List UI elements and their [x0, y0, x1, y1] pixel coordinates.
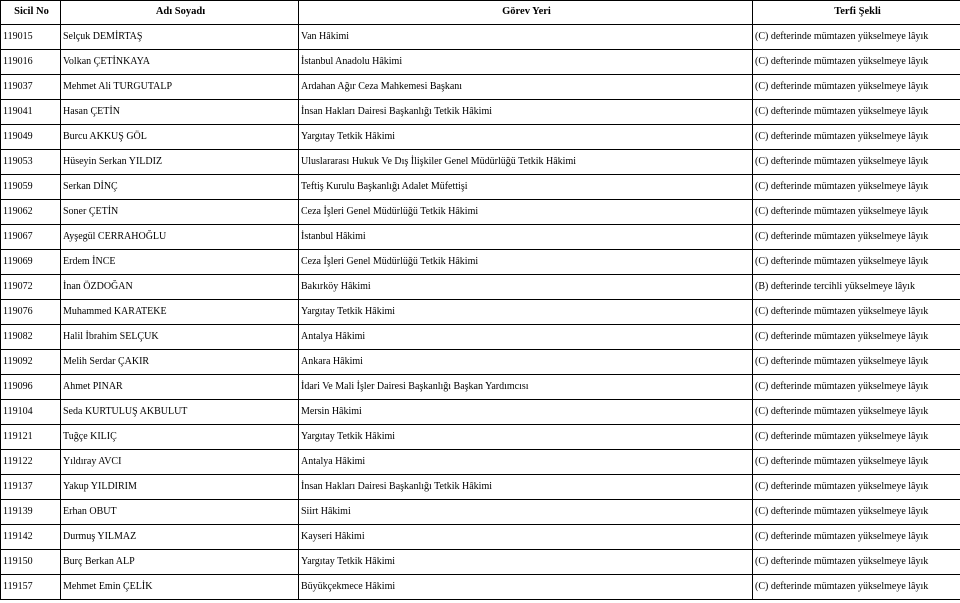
- cell-sicil-no: 119137: [1, 475, 61, 500]
- cell-adi-soyadi: Erdem İNCE: [61, 250, 299, 275]
- cell-terfi-sekli: (C) defterinde mümtazen yükselmeye lâyık: [753, 500, 960, 525]
- cell-sicil-no: 119121: [1, 425, 61, 450]
- table-row: [1, 200, 960, 225]
- cell-terfi-sekli: (C) defterinde mümtazen yükselmeye lâyık: [753, 225, 960, 250]
- cell-terfi-sekli: (C) defterinde mümtazen yükselmeye lâyık: [753, 450, 960, 475]
- cell-terfi-sekli: (C) defterinde mümtazen yükselmeye lâyık: [753, 200, 960, 225]
- cell-terfi-sekli: (C) defterinde mümtazen yükselmeye lâyık: [753, 50, 960, 75]
- cell-gorev-yeri: Ceza İşleri Genel Müdürlüğü Tetkik Hâkimi: [299, 200, 753, 225]
- cell-gorev-yeri: İnsan Hakları Dairesi Başkanlığı Tetkik Hâkimi: [299, 475, 753, 500]
- cell-terfi-sekli: (C) defterinde mümtazen yükselmeye lâyık: [753, 400, 960, 425]
- cell-adi-soyadi: Durmuş YILMAZ: [61, 525, 299, 550]
- cell-terfi-sekli: (C) defterinde mümtazen yükselmeye lâyık: [753, 550, 960, 575]
- cell-sicil-no: 119016: [1, 50, 61, 75]
- cell-terfi-sekli: (B) defterinde tercihli yükselmeye lâyık: [753, 275, 960, 300]
- cell-adi-soyadi: Yakup YILDIRIM: [61, 475, 299, 500]
- cell-gorev-yeri: Ankara Hâkimi: [299, 350, 753, 375]
- table-body: [1, 25, 960, 600]
- cell-terfi-sekli: (C) defterinde mümtazen yükselmeye lâyık: [753, 25, 960, 50]
- cell-terfi-sekli: (C) defterinde mümtazen yükselmeye lâyık: [753, 125, 960, 150]
- cell-sicil-no: 119072: [1, 275, 61, 300]
- cell-sicil-no: 119142: [1, 525, 61, 550]
- cell-sicil-no: 119096: [1, 375, 61, 400]
- cell-gorev-yeri: Yargıtay Tetkik Hâkimi: [299, 550, 753, 575]
- cell-gorev-yeri: İstanbul Hâkimi: [299, 225, 753, 250]
- cell-adi-soyadi: Ayşegül CERRAHOĞLU: [61, 225, 299, 250]
- cell-gorev-yeri: Yargıtay Tetkik Hâkimi: [299, 425, 753, 450]
- cell-gorev-yeri: Ardahan Ağır Ceza Mahkemesi Başkanı: [299, 75, 753, 100]
- cell-sicil-no: 119104: [1, 400, 61, 425]
- cell-gorev-yeri: Teftiş Kurulu Başkanlığı Adalet Müfettişi: [299, 175, 753, 200]
- cell-gorev-yeri: Yargıtay Tetkik Hâkimi: [299, 300, 753, 325]
- table-row: [1, 525, 960, 550]
- cell-sicil-no: 119076: [1, 300, 61, 325]
- cell-adi-soyadi: Yıldıray AVCI: [61, 450, 299, 475]
- table-row: [1, 300, 960, 325]
- cell-terfi-sekli: (C) defterinde mümtazen yükselmeye lâyık: [753, 300, 960, 325]
- cell-adi-soyadi: Soner ÇETİN: [61, 200, 299, 225]
- cell-terfi-sekli: (C) defterinde mümtazen yükselmeye lâyık: [753, 475, 960, 500]
- cell-sicil-no: 119082: [1, 325, 61, 350]
- cell-terfi-sekli: (C) defterinde mümtazen yükselmeye lâyık: [753, 525, 960, 550]
- cell-sicil-no: 119049: [1, 125, 61, 150]
- table-row: [1, 25, 960, 50]
- cell-gorev-yeri: Büyükçekmece Hâkimi: [299, 575, 753, 600]
- cell-gorev-yeri: Ceza İşleri Genel Müdürlüğü Tetkik Hâkimi: [299, 250, 753, 275]
- cell-gorev-yeri: İstanbul Anadolu Hâkimi: [299, 50, 753, 75]
- cell-adi-soyadi: Erhan OBUT: [61, 500, 299, 525]
- cell-gorev-yeri: Antalya Hâkimi: [299, 450, 753, 475]
- cell-adi-soyadi: Ahmet PINAR: [61, 375, 299, 400]
- cell-terfi-sekli: (C) defterinde mümtazen yükselmeye lâyık: [753, 575, 960, 600]
- cell-terfi-sekli: (C) defterinde mümtazen yükselmeye lâyık: [753, 100, 960, 125]
- cell-sicil-no: 119150: [1, 550, 61, 575]
- table-row: [1, 350, 960, 375]
- header-sicil-no: Sicil No: [1, 1, 61, 25]
- cell-adi-soyadi: Hasan ÇETİN: [61, 100, 299, 125]
- cell-terfi-sekli: (C) defterinde mümtazen yükselmeye lâyık: [753, 350, 960, 375]
- cell-adi-soyadi: Serkan DİNÇ: [61, 175, 299, 200]
- table-row: [1, 400, 960, 425]
- cell-gorev-yeri: Mersin Hâkimi: [299, 400, 753, 425]
- cell-sicil-no: 119062: [1, 200, 61, 225]
- table-row: [1, 75, 960, 100]
- cell-terfi-sekli: (C) defterinde mümtazen yükselmeye lâyık: [753, 175, 960, 200]
- cell-adi-soyadi: İnan ÖZDOĞAN: [61, 275, 299, 300]
- cell-gorev-yeri: Uluslararası Hukuk Ve Dış İlişkiler Genel Müdürlüğü Tetkik Hâkimi: [299, 150, 753, 175]
- cell-sicil-no: 119059: [1, 175, 61, 200]
- cell-adi-soyadi: Seda KURTULUŞ AKBULUT: [61, 400, 299, 425]
- cell-sicil-no: 119122: [1, 450, 61, 475]
- cell-gorev-yeri: Antalya Hâkimi: [299, 325, 753, 350]
- table-row: [1, 475, 960, 500]
- cell-sicil-no: 119157: [1, 575, 61, 600]
- cell-gorev-yeri: İdari Ve Mali İşler Dairesi Başkanlığı Başkan Yardımcısı: [299, 375, 753, 400]
- cell-sicil-no: 119037: [1, 75, 61, 100]
- cell-sicil-no: 119041: [1, 100, 61, 125]
- table-row: [1, 125, 960, 150]
- cell-terfi-sekli: (C) defterinde mümtazen yükselmeye lâyık: [753, 250, 960, 275]
- cell-sicil-no: 119069: [1, 250, 61, 275]
- header-gorev-yeri: Görev Yeri: [299, 1, 753, 25]
- cell-adi-soyadi: Mehmet Emin ÇELİK: [61, 575, 299, 600]
- cell-adi-soyadi: Melih Serdar ÇAKIR: [61, 350, 299, 375]
- cell-adi-soyadi: Halil İbrahim SELÇUK: [61, 325, 299, 350]
- cell-adi-soyadi: Hüseyin Serkan YILDIZ: [61, 150, 299, 175]
- cell-sicil-no: 119139: [1, 500, 61, 525]
- table-row: [1, 175, 960, 200]
- table-row: [1, 575, 960, 600]
- table-row: [1, 250, 960, 275]
- cell-adi-soyadi: Selçuk DEMİRTAŞ: [61, 25, 299, 50]
- cell-terfi-sekli: (C) defterinde mümtazen yükselmeye lâyık: [753, 425, 960, 450]
- cell-adi-soyadi: Burç Berkan ALP: [61, 550, 299, 575]
- table-row: [1, 500, 960, 525]
- table-row: [1, 225, 960, 250]
- table-row: [1, 100, 960, 125]
- cell-terfi-sekli: (C) defterinde mümtazen yükselmeye lâyık: [753, 375, 960, 400]
- table-row: [1, 450, 960, 475]
- cell-gorev-yeri: İnsan Hakları Dairesi Başkanlığı Tetkik Hâkimi: [299, 100, 753, 125]
- cell-adi-soyadi: Tuğçe KILIÇ: [61, 425, 299, 450]
- cell-sicil-no: 119067: [1, 225, 61, 250]
- cell-sicil-no: 119053: [1, 150, 61, 175]
- table-row: [1, 425, 960, 450]
- cell-terfi-sekli: (C) defterinde mümtazen yükselmeye lâyık: [753, 325, 960, 350]
- table-row: [1, 275, 960, 300]
- cell-adi-soyadi: Burcu AKKUŞ GÖL: [61, 125, 299, 150]
- table-header-row: [1, 1, 960, 25]
- table-row: [1, 50, 960, 75]
- cell-adi-soyadi: Muhammed KARATEKE: [61, 300, 299, 325]
- table-row: [1, 375, 960, 400]
- table-row: [1, 150, 960, 175]
- cell-gorev-yeri: Kayseri Hâkimi: [299, 525, 753, 550]
- cell-gorev-yeri: Yargıtay Tetkik Hâkimi: [299, 125, 753, 150]
- cell-terfi-sekli: (C) defterinde mümtazen yükselmeye lâyık: [753, 150, 960, 175]
- header-terfi-sekli: Terfi Şekli: [753, 1, 960, 25]
- table-row: [1, 325, 960, 350]
- cell-terfi-sekli: (C) defterinde mümtazen yükselmeye lâyık: [753, 75, 960, 100]
- cell-gorev-yeri: Van Hâkimi: [299, 25, 753, 50]
- header-adi-soyadi: Adı Soyadı: [61, 1, 299, 25]
- cell-sicil-no: 119092: [1, 350, 61, 375]
- cell-gorev-yeri: Bakırköy Hâkimi: [299, 275, 753, 300]
- cell-sicil-no: 119015: [1, 25, 61, 50]
- cell-adi-soyadi: Mehmet Ali TURGUTALP: [61, 75, 299, 100]
- table-row: [1, 550, 960, 575]
- cell-adi-soyadi: Volkan ÇETİNKAYA: [61, 50, 299, 75]
- cell-gorev-yeri: Siirt Hâkimi: [299, 500, 753, 525]
